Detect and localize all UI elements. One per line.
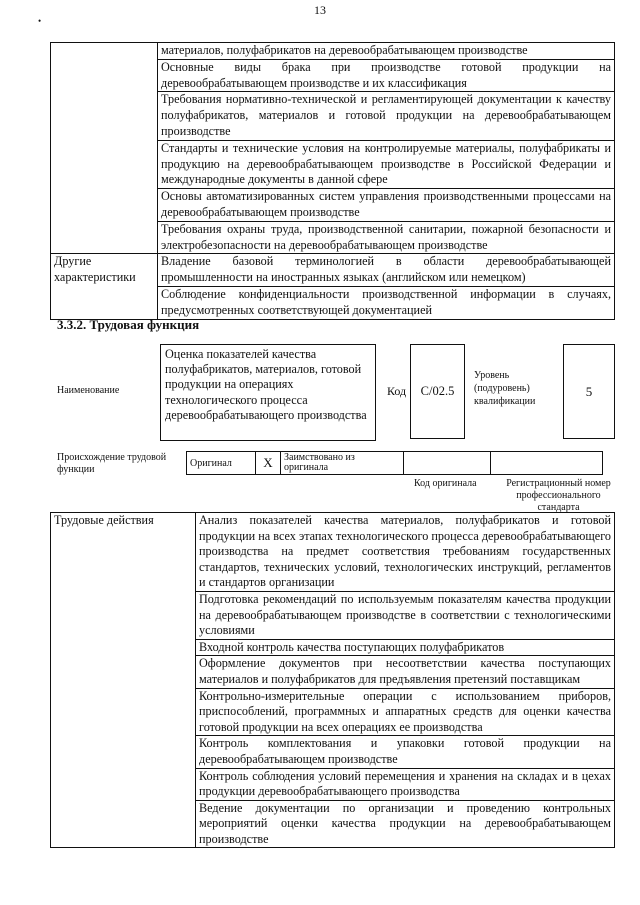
table-row: [51, 513, 615, 592]
level-label: Уровень (подуровень) квалификации: [474, 370, 536, 407]
table-row: [51, 254, 615, 287]
table-cell: Стандарты и технические условия на контролируемые материалы, полуфабрикаты и продукцию на деревообрабатывающем производстве в Российской Федерации и международные документы в данной сфере: [158, 140, 615, 188]
table-row: [51, 43, 615, 60]
section-heading: 3.3.2. Трудовая функция: [57, 317, 200, 332]
table-cell: Контрольно-измерительные операции с использованием приборов, приспособлений, программных и аппаратных средств для оценки качества готовой продукции на всех операциях ее производства: [196, 688, 615, 736]
origin-table: [186, 451, 603, 475]
scan-mark: •: [38, 16, 42, 26]
table-cell: материалов, полуфабрикатов на деревообрабатывающем производстве: [158, 43, 615, 60]
code-original-cell: [404, 452, 491, 475]
table-row: [187, 452, 603, 475]
code-original-label: Код оригинала: [414, 478, 477, 489]
original-cell: Оригинал: [187, 452, 256, 475]
code-label: Код: [387, 384, 407, 398]
table-cell: Контроль комплектования и упаковки готовой продукции на деревообрабатывающем производстве: [196, 736, 615, 768]
borrowed-cell: Заимствовано из оригинала: [281, 452, 404, 475]
code-box: С/02.5: [410, 344, 465, 439]
table-cell: Анализ показателей качества материалов, полуфабрикатов и готовой продукции на всех этапах технологического процесса деревообрабатывающего производства на предмет соответствия требованиям государственных стандартов, технических условий, технологических инструкций, регламентов и стандартов организации: [196, 513, 615, 592]
table-cell: Оформление документов при несоответствии качества поступающих материалов и полуфабрикатов для предъявления претензий поставщикам: [196, 656, 615, 688]
table-cell: Требования нормативно-технической и регламентирующей документации к качеству полуфабрикатов, материалов и готовой продукции на деревообрабатывающем производстве: [158, 92, 615, 140]
name-label: Наименование: [57, 385, 120, 396]
table-cell: Требования охраны труда, производственной санитарии, пожарной безопасности и электробезопасности на деревообрабатывающем производстве: [158, 221, 615, 254]
table-cell-label: Трудовые действия: [51, 513, 196, 848]
table-cell: Контроль соблюдения условий перемещения и хранения на складах и в цехах продукции деревообрабатывающего производства: [196, 768, 615, 800]
table-cell-label: [51, 43, 158, 254]
table-cell: Основные виды брака при производстве готовой продукции на деревообрабатывающем производстве и их классификация: [158, 59, 615, 92]
table-cell: Входной контроль качества поступающих полуфабрикатов: [196, 639, 615, 656]
function-name-box: Оценка показателей качества полуфабрикатов, материалов, готовой продукции на операциях технологического процесса деревообрабатывающего производства: [160, 344, 376, 441]
reg-number-cell: [491, 452, 603, 475]
table-cell: Основы автоматизированных систем управления производственными процессами на деревообрабатывающем производстве: [158, 189, 615, 222]
original-mark: X: [256, 452, 281, 475]
page-number: 13: [314, 3, 326, 17]
table-cell: Владение базовой терминологией в области деревообрабатывающей промышленности на иностранных языках (английском или немецком): [158, 254, 615, 287]
reg-number-label: Регистрационный номер профессионального стандарта: [506, 478, 611, 513]
table-cell: Ведение документации по организации и проведению контрольных мероприятий оценки качества продукции на деревообрабатывающем производстве: [196, 800, 615, 848]
table-cell: Подготовка рекомендаций по используемым показателям качества продукции на деревообрабатывающем производстве в соответствии с технологическими условиями: [196, 591, 615, 639]
table-cell: Соблюдение конфиденциальности производственной информации в случаях, предусмотренных соответствующей документацией: [158, 286, 615, 319]
table-cell-label: Другие характеристики: [51, 254, 158, 319]
characteristics-table: [50, 42, 615, 320]
origin-label: Происхождение трудовой функции: [57, 452, 167, 475]
labor-actions-table: [50, 512, 615, 848]
level-box: 5: [563, 344, 615, 439]
